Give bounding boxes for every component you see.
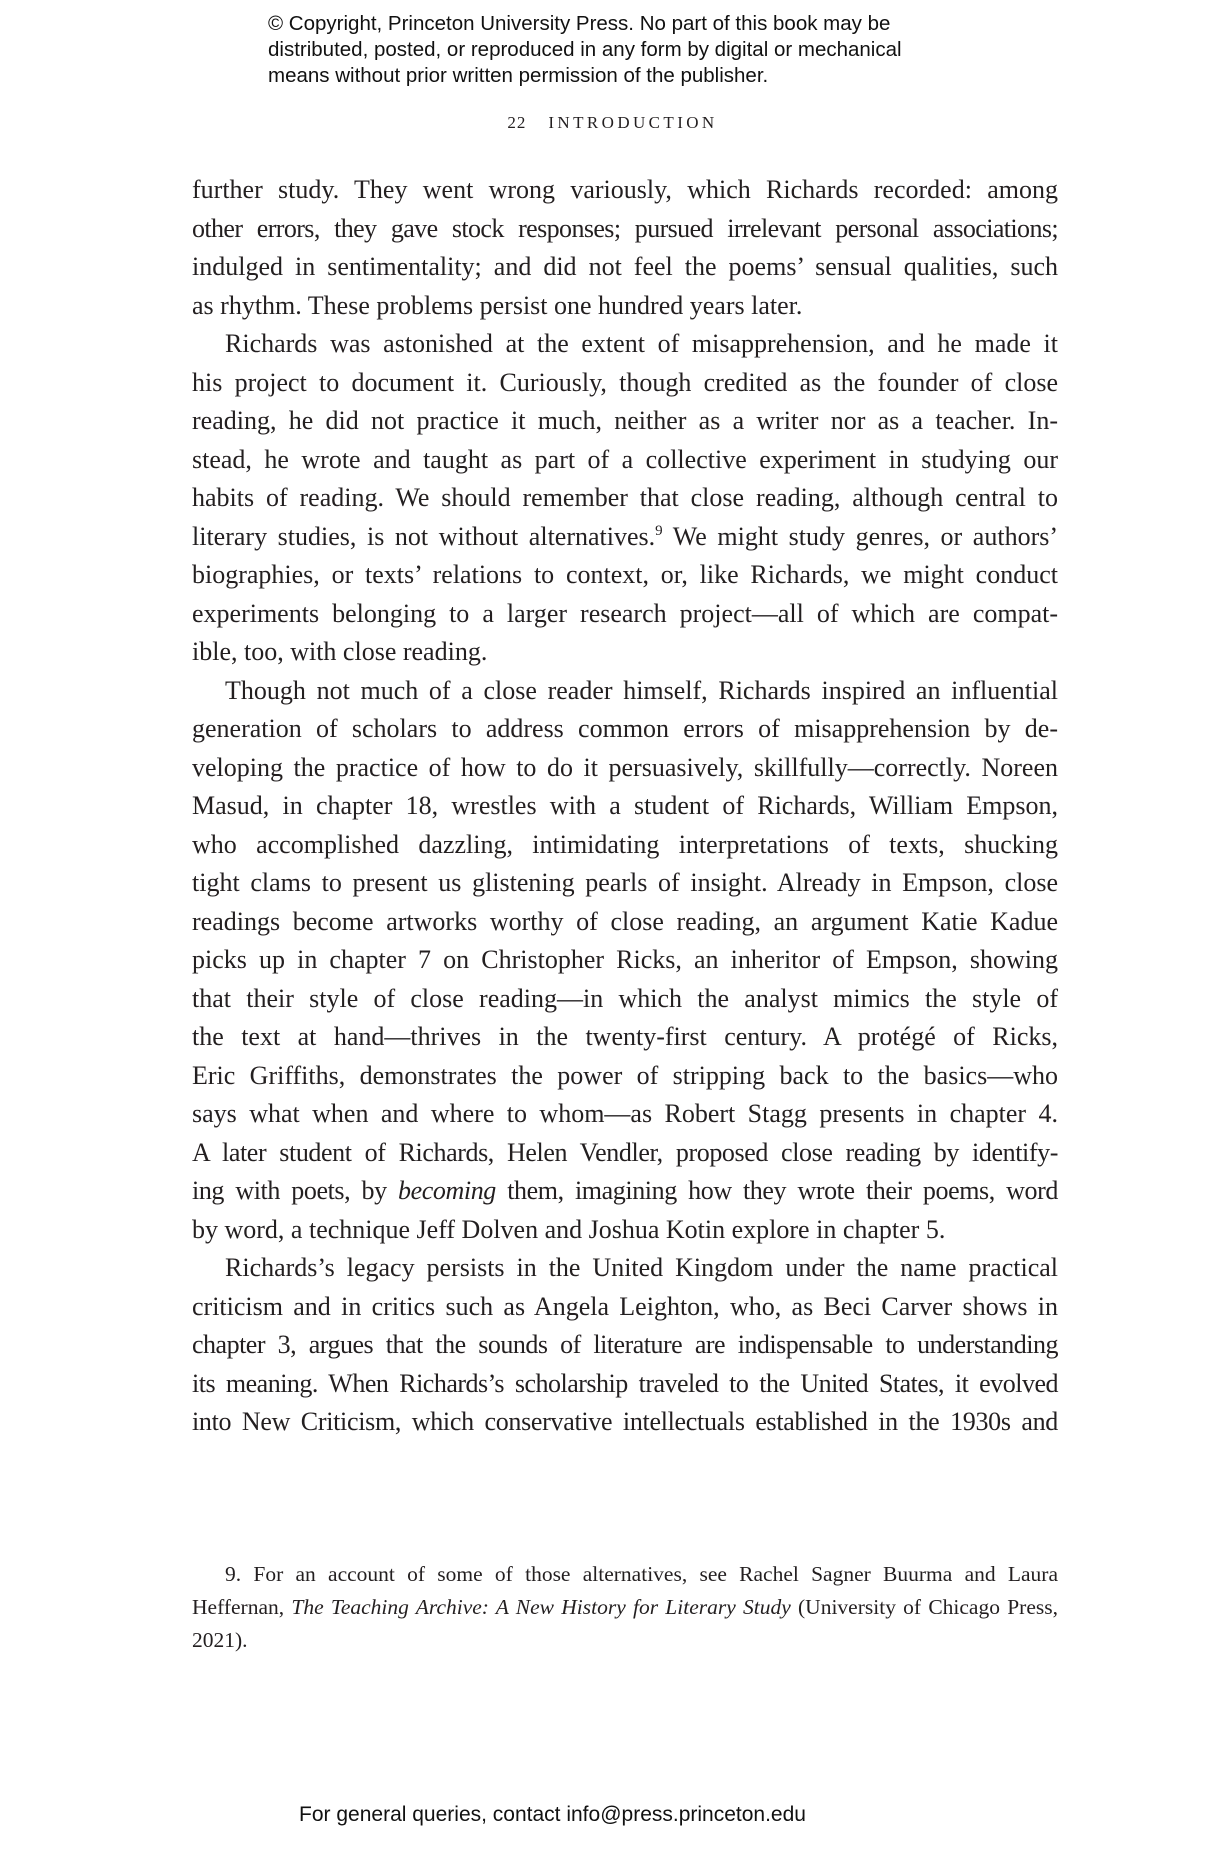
- text-line: criticism and in critics such as Angela Leighton, who, as Beci Carver shows in: [192, 1291, 1058, 1321]
- emphasis-becoming: becoming: [398, 1176, 496, 1205]
- text-line: chapter 3, argues that the sounds of literature are indispensable to understanding: [192, 1330, 1058, 1359]
- paragraph: [192, 171, 1058, 325]
- text-fragment: them, imagining how they wrote their poems, word: [495, 1176, 1058, 1205]
- body-text: [192, 171, 1058, 1442]
- footnotes: [192, 1558, 1058, 1657]
- copyright-line: © Copyright, Princeton University Press. No part of this book may be: [268, 12, 891, 35]
- text-line: other errors, they gave stock responses; pursued irrelevant personal associations;: [192, 213, 1058, 243]
- text-line: that their style of close reading—in which the analyst mimics the style of: [192, 983, 1058, 1013]
- text-line: as rhythm. These problems persist one hundred years later.: [192, 290, 803, 320]
- copyright-notice: [268, 11, 988, 89]
- text-fragment: ing with poets, by: [192, 1176, 399, 1205]
- text-line: generation of scholars to address common errors of misapprehension by de-: [192, 714, 1058, 743]
- running-head: [0, 113, 1225, 133]
- text-line: the text at hand—thrives in the twenty-first century. A protégé of Ricks,: [192, 1022, 1058, 1051]
- text-line: Richards’s legacy persists in the United Kingdom under the name practical: [225, 1253, 1058, 1282]
- text-line: Masud, in chapter 18, wrestles with a student of Richards, William Empson,: [192, 791, 1058, 820]
- text-line: says what when and where to whom—as Robert Stagg presents in chapter 4.: [192, 1099, 1058, 1128]
- text-line: his project to document it. Curiously, though credited as the founder of close: [192, 367, 1058, 397]
- footnote-reference[interactable]: 9: [655, 522, 663, 539]
- text-fragment: literary studies, is not without alternatives.: [192, 521, 656, 551]
- text-line: its meaning. When Richards’s scholarship traveled to the United States, it evolved: [192, 1368, 1058, 1398]
- text-line: Richards was astonished at the extent of misapprehension, and he made it: [225, 329, 1058, 358]
- footnote-9: [192, 1558, 1058, 1657]
- book-title: The Teaching Archive: A New History for Literary Study: [291, 1595, 791, 1619]
- text-line: picks up in chapter 7 on Christopher Ricks, an inheritor of Empson, showing: [192, 945, 1058, 974]
- text-fragment: We might study genres, or authors’: [672, 521, 1059, 551]
- text-line: biographies, or texts’ relations to context, or, like Richards, we might conduct: [192, 560, 1058, 589]
- page-footer: [0, 1803, 1225, 1827]
- footnote-line: 2021).: [192, 1628, 248, 1652]
- text-line: further study. They went wrong variously, which Richards recorded: among: [192, 175, 1058, 204]
- paragraph: [192, 1249, 1058, 1442]
- text-line: [192, 518, 1058, 557]
- text-line: [192, 1172, 1058, 1211]
- text-line: reading, he did not practice it much, neither as a writer nor as a teacher. In-: [192, 406, 1058, 435]
- text-line: habits of reading. We should remember that close reading, although central to: [192, 483, 1058, 512]
- page-number: 22: [507, 113, 527, 132]
- text-line: indulged in sentimentality; and did not feel the poems’ sensual qualities, such: [192, 252, 1058, 281]
- text-line: readings become artworks worthy of close reading, an argument Katie Kadue: [192, 906, 1058, 936]
- text-line: by word, a technique Jeff Dolven and Joshua Kotin explore in chapter 5.: [192, 1214, 946, 1244]
- footnote-line: [192, 1591, 1058, 1624]
- text-fragment: (University of Chicago Press,: [790, 1595, 1058, 1619]
- text-fragment: Heffernan,: [192, 1595, 292, 1619]
- paragraph: [192, 672, 1058, 1250]
- text-line: stead, he wrote and taught as part of a collective experiment in studying our: [192, 444, 1058, 474]
- text-line: ible, too, with close reading.: [192, 637, 488, 666]
- copyright-line: distributed, posted, or reproduced in any form by digital or mechanical: [268, 38, 902, 61]
- text-line: Though not much of a close reader himself, Richards inspired an influential: [225, 675, 1058, 705]
- text-line: who accomplished dazzling, intimidating interpretations of texts, shucking: [192, 829, 1058, 859]
- copyright-line: means without prior written permission of the publisher.: [268, 64, 769, 87]
- contact-info: For general queries, contact info@press.princeton.edu: [299, 1803, 806, 1826]
- section-title: INTRODUCTION: [548, 113, 718, 132]
- text-line: Eric Griffiths, demonstrates the power of stripping back to the basics—who: [192, 1060, 1058, 1090]
- text-line: veloping the practice of how to do it persuasively, skillfully—correctly. Noreen: [192, 752, 1058, 782]
- text-line: into New Criticism, which conservative intellectuals established in the 1930s and: [192, 1407, 1058, 1436]
- footnote-line: 9. For an account of some of those alternatives, see Rachel Sagner Buurma and Laura: [225, 1562, 1058, 1586]
- paragraph: [192, 325, 1058, 672]
- text-line: A later student of Richards, Helen Vendler, proposed close reading by identify-: [192, 1137, 1058, 1167]
- text-line: experiments belonging to a larger research project—all of which are compat-: [192, 598, 1058, 628]
- text-line: tight clams to present us glistening pearls of insight. Already in Empson, close: [192, 868, 1058, 897]
